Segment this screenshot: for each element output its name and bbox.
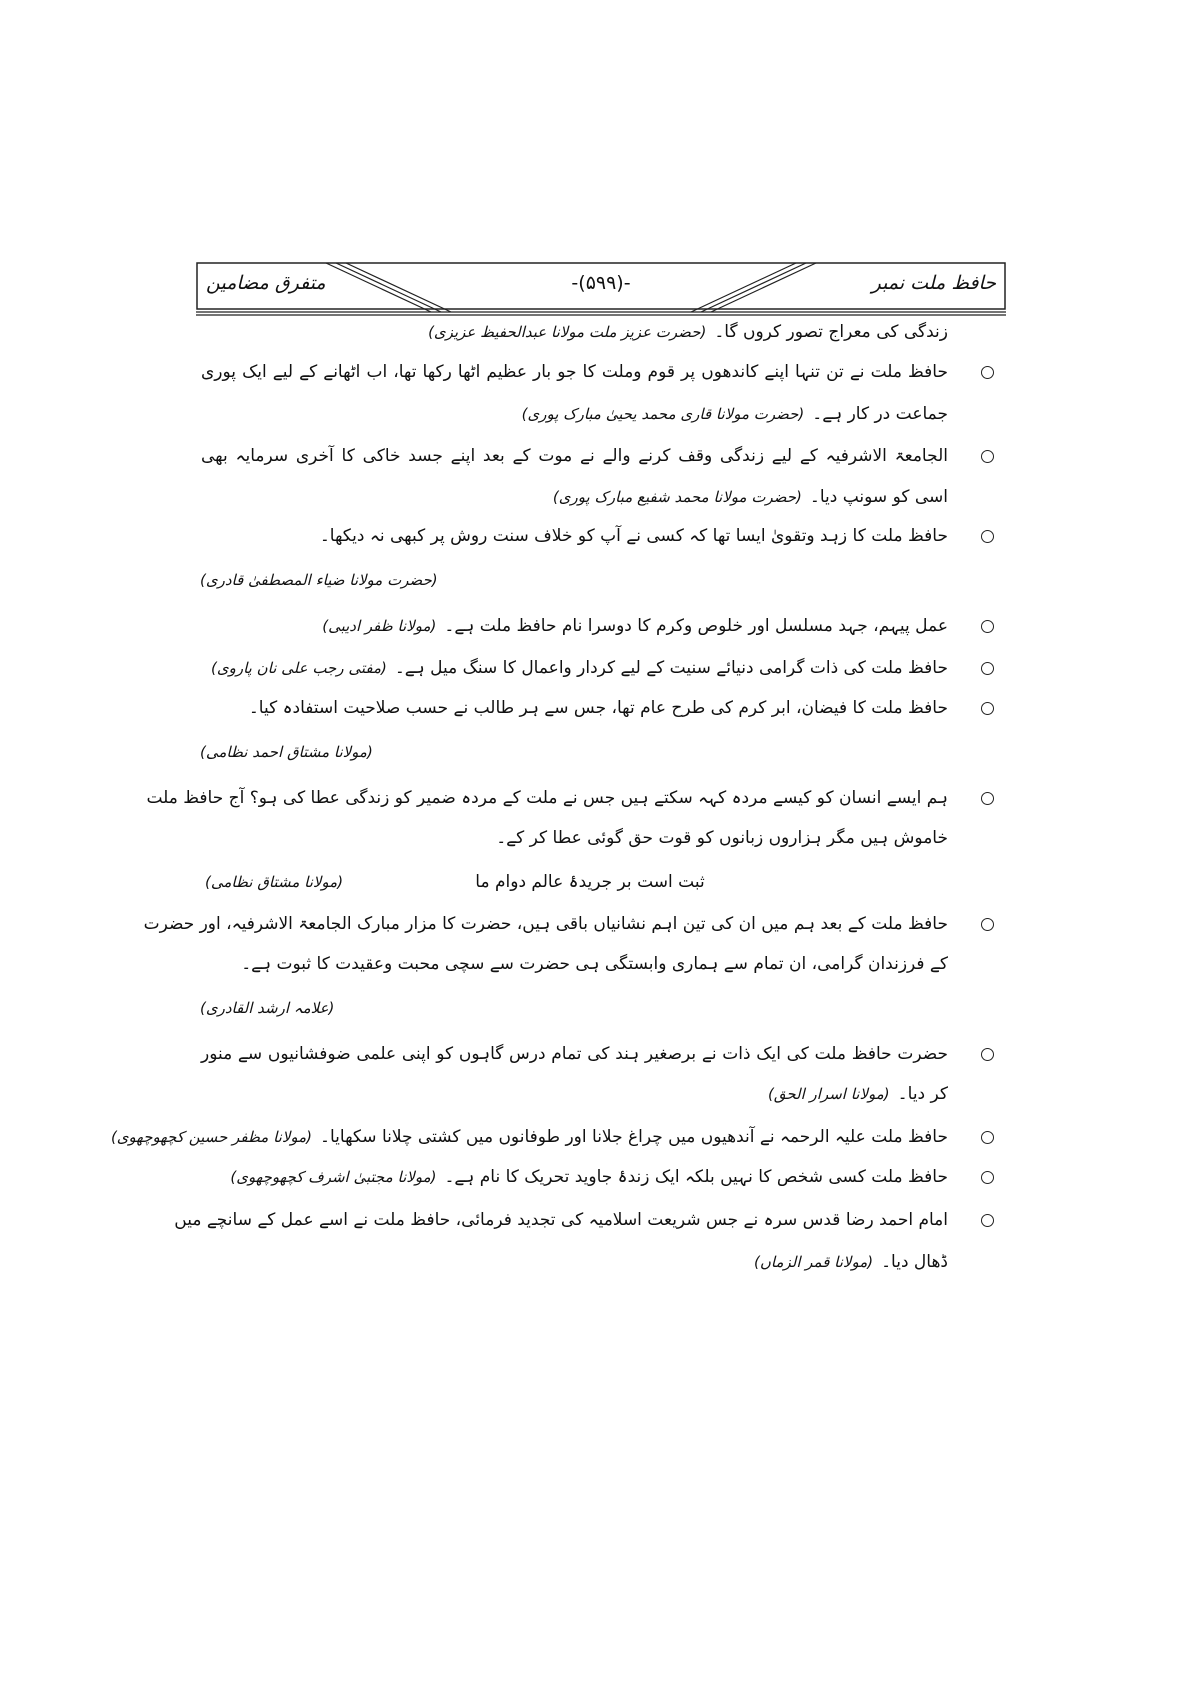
quote-item <box>201 352 948 392</box>
quote-item <box>143 904 948 944</box>
quote-text: ڈھال دیا۔ <box>881 1252 948 1272</box>
quote-text: حافظ ملت کے بعد ہم میں ان کی تین اہم نشانیاں باقی ہیں، حضرت کا مزار مبارک الجامعۃ الاشرفیہ، اور حضرت <box>143 914 948 934</box>
text-line <box>201 477 948 517</box>
attribution: (مولانا مشتاق نظامی) <box>205 873 344 891</box>
header-section-title: متفرق مضامین <box>206 272 326 294</box>
bullet-circle-icon <box>981 792 994 805</box>
quote-item <box>201 516 948 556</box>
attribution: (مولانا مشتاق احمد نظامی) <box>200 743 373 761</box>
quote-item <box>201 648 948 688</box>
attribution: (مولانا قمر الزماں) <box>754 1253 874 1271</box>
quote-item <box>201 606 948 646</box>
attribution: (علامہ ارشد القادری) <box>200 999 335 1017</box>
bullet-circle-icon <box>981 1214 994 1227</box>
quote-text: الجامعۃ الاشرفیہ کے لیے زندگی وقف کرنے والے نے موت کے بعد اپنے جسد خاکی کا آخری سرمایہ بھی <box>201 446 948 466</box>
quote-item <box>201 1157 948 1197</box>
quote-text: عمل پیہم، جہد مسلسل اور خلوص وکرم کا دوسرا نام حافظ ملت ہے۔ <box>444 616 948 636</box>
quote-text: اسی کو سونپ دیا۔ <box>809 487 948 507</box>
page-header <box>196 262 1006 310</box>
text-line <box>201 818 948 858</box>
header-book-title: حافظ ملت نمبر <box>871 272 996 294</box>
attribution: (حضرت مولانا قاری محمد یحییٰ مبارک پوری) <box>521 405 805 423</box>
text-line <box>201 944 948 984</box>
bullet-circle-icon <box>981 1171 994 1184</box>
attribution: (مولانا مجتبیٰ اشرف کچھوچھوی) <box>230 1168 437 1186</box>
quote-text: حضرت حافظ ملت کی ایک ذات نے برصغیر ہند کی تمام درس گاہوں کو اپنی علمی ضوفشانیوں سے منور <box>201 1044 948 1064</box>
bullet-circle-icon <box>981 620 994 633</box>
quote-item <box>146 778 948 818</box>
bullet-circle-icon <box>981 918 994 931</box>
quote-item <box>174 1200 948 1240</box>
quote-text: حافظ ملت کسی شخص کا نہیں بلکہ ایک زندۂ جاوید تحریک کا نام ہے۔ <box>444 1167 948 1187</box>
quote-text: حافظ ملت علیہ الرحمہ نے آندھیوں میں چراغ جلانا اور طوفانوں میں کشتی چلانا سکھایا۔ <box>320 1127 948 1147</box>
quote-text: ہم ایسے انسان کو کیسے مردہ کہہ سکتے ہیں جس نے ملت کے مردہ ضمیر کو زندگی عطا کی ہو؟ آج حافظ ملت <box>146 788 948 808</box>
attribution: (مفتی رجب علی نان پاروی) <box>211 659 387 677</box>
attribution: (مولانا اسرار الحق) <box>767 1085 890 1103</box>
bullet-circle-icon <box>981 662 994 675</box>
quote-text: حافظ ملت کا فیضان، ابر کرم کی طرح عام تھا، جس سے ہر طالب نے حسب صلاحیت استفادہ کیا۔ <box>248 698 948 718</box>
quote-text: حافظ ملت نے تن تنہا اپنے کاندھوں پر قوم وملت کا جو بار عظیم اٹھا رکھا تھا، اب اٹھانے کے لیے ایک پوری <box>201 362 948 382</box>
text-line <box>201 1242 948 1282</box>
quote-item <box>201 436 948 476</box>
bullet-circle-icon <box>981 530 994 543</box>
bullet-circle-icon <box>981 702 994 715</box>
page-number: -(۵۹۹)- <box>571 272 631 294</box>
quote-item <box>110 1117 948 1157</box>
attribution: (مولانا ظفر ادیبی) <box>322 617 437 635</box>
attribution: (مولانا مظفر حسین کچھوچھوی) <box>110 1128 313 1146</box>
quote-text: کے فرزندان گرامی، ان تمام سے ہماری وابستگی ہی حضرت سے سچی محبت وعقیدت کا ثبوت ہے۔ <box>241 954 948 974</box>
quote-text: کر دیا۔ <box>897 1084 948 1104</box>
quote-text: حافظ ملت کی ذات گرامی دنیائے سنیت کے لیے کردار واعمال کا سنگ میل ہے۔ <box>394 658 948 678</box>
persian-verse: ثبت است بر جریدۂ عالم دوام ما <box>475 872 705 892</box>
text-line <box>201 312 948 352</box>
bullet-circle-icon <box>981 1131 994 1144</box>
attribution: (حضرت مولانا ضیاء المصطفیٰ قادری) <box>200 571 438 589</box>
quote-item <box>201 1034 948 1074</box>
bullet-circle-icon <box>981 450 994 463</box>
quote-item <box>201 688 948 728</box>
bullet-circle-icon <box>981 366 994 379</box>
quote-text: زندگی کی معراج تصور کروں گا۔ <box>714 322 948 342</box>
quote-text: خاموش ہیں مگر ہزاروں زبانوں کو قوت حق گوئی عطا کر کے۔ <box>496 828 948 848</box>
quote-text: حافظ ملت کا زہد وتقویٰ ایسا تھا کہ کسی نے آپ کو خلاف سنت روش پر کبھی نہ دیکھا۔ <box>319 526 948 546</box>
quote-text: جماعت در کار ہے۔ <box>812 404 948 424</box>
attribution: (حضرت عزیز ملت مولانا عبدالحفیظ عزیزی) <box>428 323 707 341</box>
bullet-circle-icon <box>981 1048 994 1061</box>
attribution: (حضرت مولانا محمد شفیع مبارک پوری) <box>552 488 802 506</box>
text-line <box>201 1074 948 1114</box>
quote-text: امام احمد رضا قدس سرہ نے جس شریعت اسلامیہ کی تجدید فرمائی، حافظ ملت نے اسے عمل کے سانچے میں <box>174 1210 948 1230</box>
text-line <box>201 394 948 434</box>
